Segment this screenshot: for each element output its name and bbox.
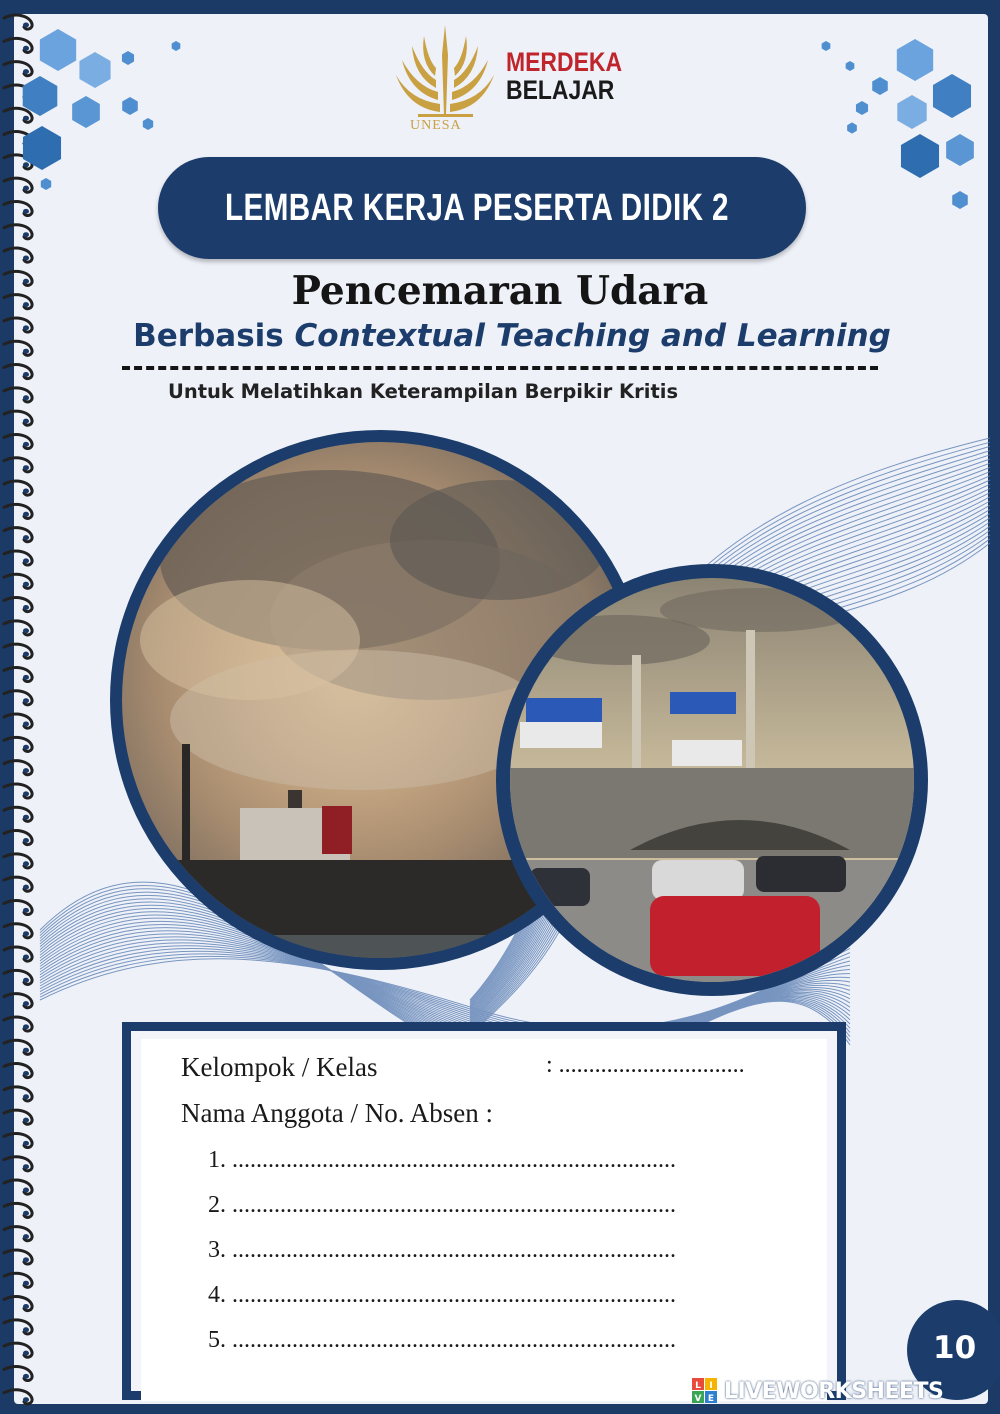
liveworksheets-logo-icon	[692, 1378, 718, 1404]
liveworksheets-watermark[interactable]	[692, 1376, 943, 1406]
member-field-5[interactable]: 5. ..........................................................................	[208, 1327, 676, 1353]
logo-letter-v: V	[694, 1394, 702, 1404]
subtitle-prefix: Berbasis	[133, 318, 295, 354]
banner-title: LEMBAR KERJA PESERTA DIDIK 2	[225, 186, 729, 229]
group-field[interactable]: : ...............................	[546, 1052, 745, 1078]
university-name: UNESA	[410, 118, 462, 133]
logo-letter-i: I	[709, 1381, 713, 1391]
logo-letter-l: L	[695, 1381, 701, 1391]
member-field-4[interactable]: 4. ..........................................................................	[208, 1282, 676, 1308]
page-title: Pencemaran Udara	[291, 268, 709, 314]
logo-letter-e: E	[707, 1394, 715, 1404]
logo-line2: BELAJAR	[506, 75, 615, 105]
group-label: Kelompok / Kelas	[181, 1052, 378, 1082]
watermark-text: LIVEWORKSHEETS	[724, 1378, 944, 1404]
page-number: 10	[933, 1330, 977, 1366]
subtitle-italic: Contextual Teaching and Learning	[294, 318, 891, 354]
member-field-3[interactable]: 3. ..........................................................................	[208, 1237, 676, 1263]
tagline: Untuk Melatihkan Keterampilan Berpikir Kritis	[168, 380, 679, 403]
members-label: Nama Anggota / No. Absen :	[181, 1098, 493, 1128]
member-field-2[interactable]: 2. ..........................................................................	[208, 1192, 676, 1218]
logo-line1: MERDEKA	[506, 47, 623, 77]
member-field-1[interactable]: 1. ..........................................................................	[208, 1147, 676, 1173]
